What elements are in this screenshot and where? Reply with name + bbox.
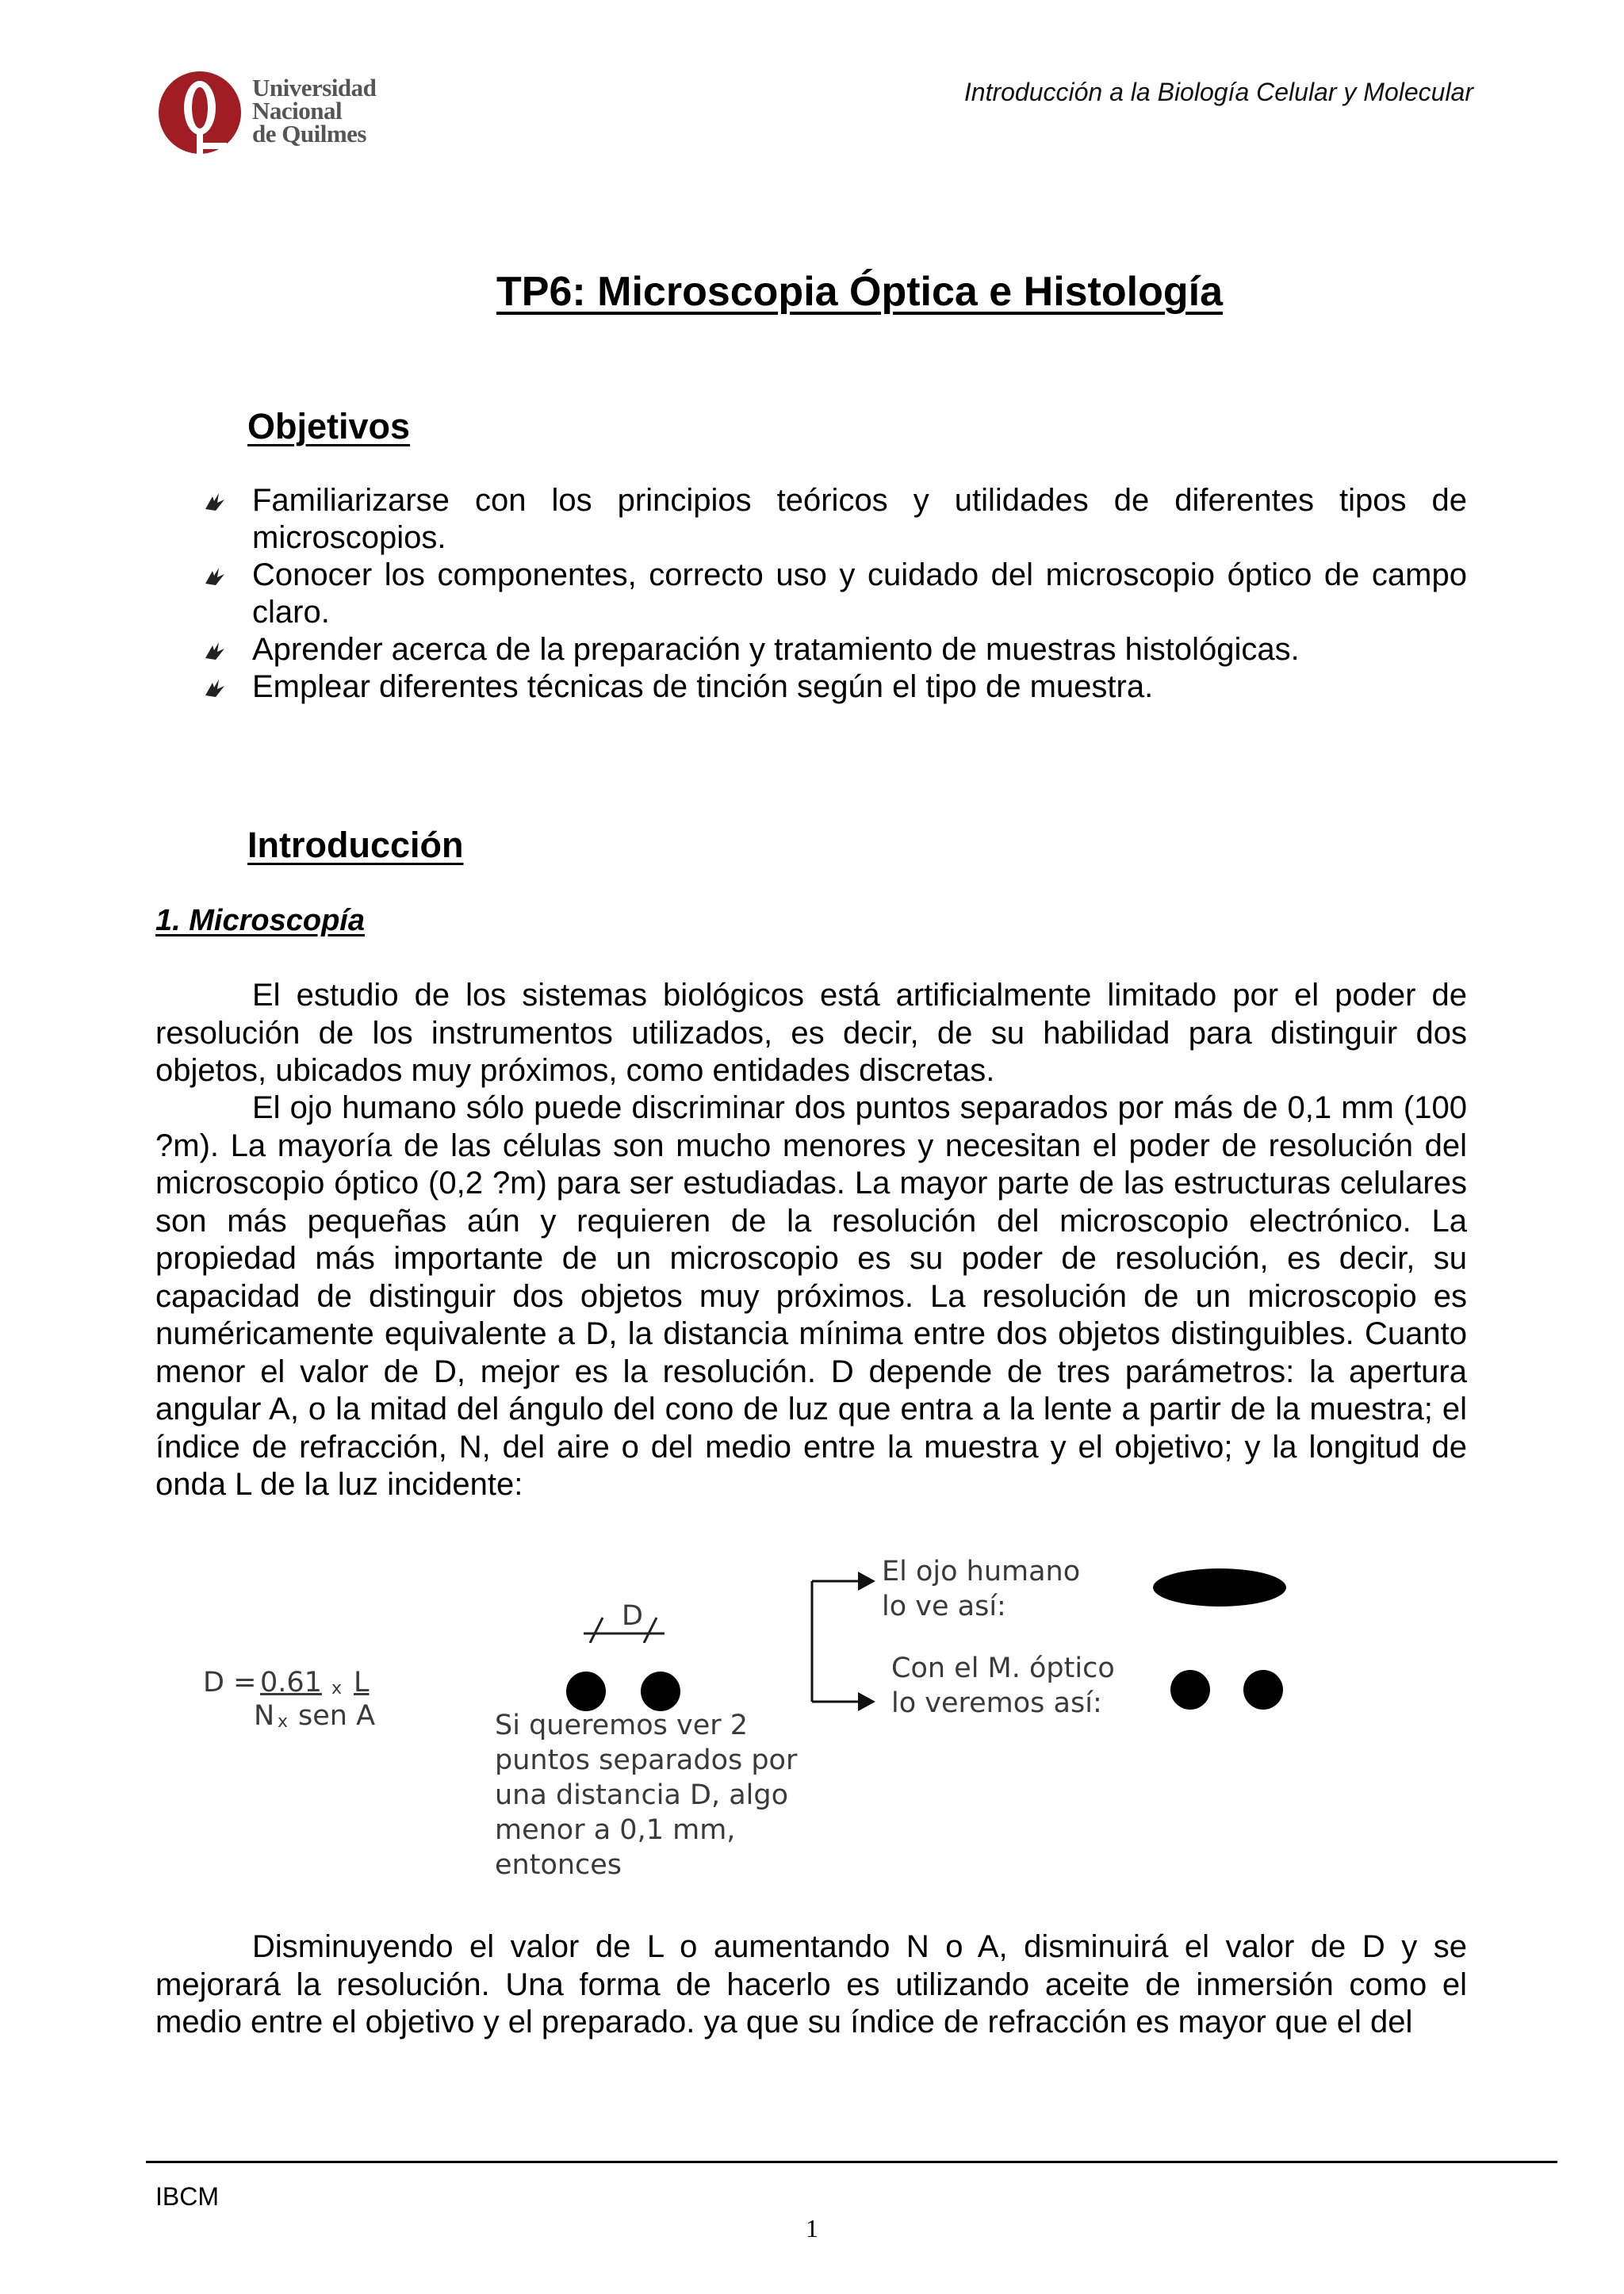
objective-text: Aprender acerca de la preparación y tratamiento de muestras histológicas. xyxy=(252,632,1300,667)
objetivos-heading: Objetivos xyxy=(247,406,411,446)
course-title: Introducción a la Biología Celular y Molecular xyxy=(963,78,1473,106)
objective-item xyxy=(200,631,1467,668)
logo-line-3: de Quilmes xyxy=(252,120,366,147)
objective-text: Familiarizarse con los principios teóricos y utilidades de diferentes tipos de microscopios. xyxy=(252,483,1467,555)
optic-dot-right xyxy=(1243,1670,1283,1710)
resolution-figure xyxy=(187,1546,1377,1903)
objective-item xyxy=(200,668,1467,706)
point-dot-right xyxy=(641,1672,680,1711)
formula-L: L xyxy=(354,1667,370,1698)
point-dot-left xyxy=(566,1672,606,1711)
page-title-text: TP6: Microscopia Óptica e Histología xyxy=(496,269,1223,315)
formula-numerator: 0.61 xyxy=(260,1667,322,1698)
microscopia-subheading: 1. Microscopía xyxy=(155,904,365,937)
logo-line-1: Universidad xyxy=(252,74,377,101)
university-name xyxy=(252,76,376,145)
branch-arrows-icon xyxy=(804,1561,883,1719)
caption-eye: El ojo humano lo ve así: xyxy=(882,1556,1081,1622)
hand-bullet-icon xyxy=(203,639,227,663)
objective-item xyxy=(200,557,1467,631)
distance-label: D xyxy=(622,1600,643,1632)
body-paragraph-1: El estudio de los sistemas biológicos está artificialmente limitado por el poder de resolución de los instrumentos utilizados, es decir, de su habilidad para distinguir dos objetos, ubicados muy próximos, como entidades discretas. xyxy=(155,978,1467,1088)
merged-blob xyxy=(1153,1568,1286,1607)
objective-text: Conocer los componentes, correcto uso y cuidado del microscopio óptico de campo claro. xyxy=(252,557,1467,630)
university-logo-icon xyxy=(155,67,244,160)
formula-times-1: x xyxy=(331,1679,343,1698)
page-number: 1 xyxy=(806,2214,818,2242)
hand-bullet-icon xyxy=(203,490,227,514)
formula-times-2: x xyxy=(278,1712,289,1732)
hand-bullet-icon xyxy=(203,565,227,588)
body-paragraph-2: El ojo humano sólo puede discriminar dos puntos separados por más de 0,1 mm (100 ?m). La mayoría de las células son mucho menores y necesitan el poder de resolución del microscopio óptico (0,2 ?m) para ser estudiadas. La mayor parte de las estructuras celulares son más pequeñas aún y requieren de la resolución del microscopio electrónico. La propiedad más importante de un microscopio es su poder de resolución, es decir, su capacidad de distinguir dos objetos muy próximos. La resolución de un microscopio es numéricamente equivalente a D, la distancia mínima entre dos objetos distinguibles. Cuanto menor el valor de D, mejor es la resolución. D depende de tres parámetros: la apertura angular A, o la mitad del ángulo del cono de luz que entra a la lente a partir de la muestra; el índice de refracción, N, del aire o del medio entre la muestra y el objetivo; y la longitud de onda L de la luz incidente: xyxy=(155,1090,1467,1502)
objectives-list xyxy=(200,482,1467,706)
caption-optic: Con el M. óptico lo veremos así: xyxy=(891,1653,1115,1719)
optic-dot-left xyxy=(1170,1670,1210,1710)
formula-lhs: D = xyxy=(203,1667,266,1698)
formula-N: N xyxy=(254,1700,275,1732)
logo-line-2: Nacional xyxy=(252,97,343,124)
page-title xyxy=(0,268,1624,316)
hand-bullet-icon xyxy=(203,676,227,700)
figure-caption-left: Si queremos ver 2 puntos separados por una distancia D, algo menor a 0,1 mm, entonces xyxy=(495,1710,798,1881)
footer-divider xyxy=(146,2161,1557,2163)
footer-label: IBCM xyxy=(155,2182,219,2211)
introduccion-heading: Introducción xyxy=(247,825,464,865)
body-paragraph-3: Disminuyendo el valor de L o aumentando N o A, disminuirá el valor de D y se mejorará la resolución. Una forma de hacerlo es utilizando aceite de inmersión como el medio entre el objetivo y el preparado. ya que su índice de refracción es mayor que el del xyxy=(155,1929,1467,2039)
objective-text: Emplear diferentes técnicas de tinción según el tipo de muestra. xyxy=(252,669,1154,704)
formula-sen-a: sen A xyxy=(298,1700,376,1732)
university-logo xyxy=(155,65,401,160)
objective-item xyxy=(200,482,1467,557)
